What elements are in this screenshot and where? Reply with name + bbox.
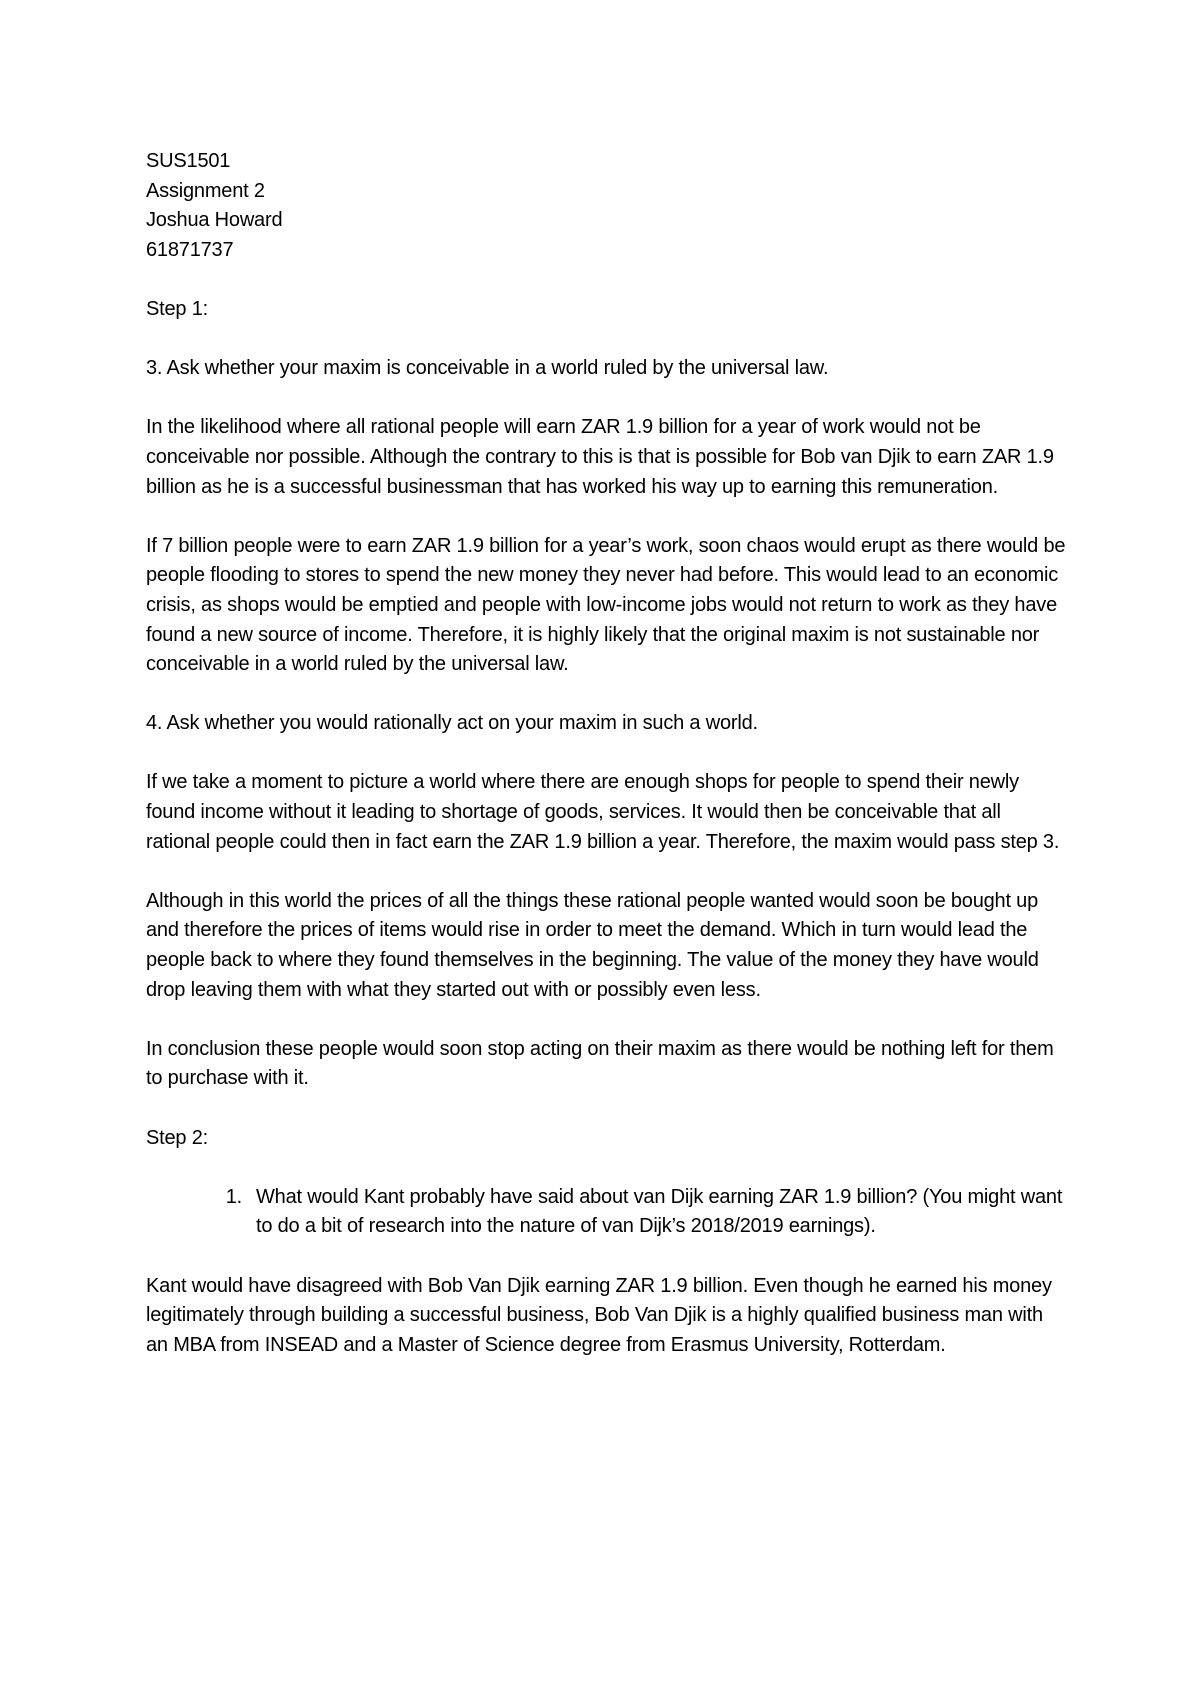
step2-heading: Step 2: xyxy=(146,1126,208,1149)
student-name: Joshua Howard xyxy=(146,209,283,232)
list-item-text: What would Kant probably have said about van Dijk earning ZAR 1.9 billion? (You might want to do a bit of research into the nature of van Dijk’s 2018/2019 earnings). xyxy=(256,1185,1063,1238)
course-code: SUS1501 xyxy=(146,150,231,172)
list-item-number: 1. xyxy=(225,1185,242,1208)
step1-paragraph-5: In conclusion these people would soon stop acting on their maxim as there would be nothing left for them to purchase with it. xyxy=(146,1037,1054,1090)
step2-question-list xyxy=(146,1183,1066,1242)
step1-heading: Step 1: xyxy=(146,297,208,320)
list-item xyxy=(146,1183,1066,1242)
assignment-title: Assignment 2 xyxy=(146,179,265,202)
document-page xyxy=(146,147,1066,1390)
step1-paragraph-3: If we take a moment to picture a world where there are enough shops for people to spend their newly found income without it leading to shortage of goods, services. It would then be conceivable that all rational people could then in fact earn the ZAR 1.9 billion a year. Therefore, the maxim would pass step 3. xyxy=(146,771,1060,853)
step1-question-4: 4. Ask whether you would rationally act on your maxim in such a world. xyxy=(146,712,758,735)
step2-paragraph-1: Kant would have disagreed with Bob Van Djik earning ZAR 1.9 billion. Even though he earned his money legitimately through building a successful business, Bob Van Djik is a highly qualified business man with an MBA from INSEAD and a Master of Science degree from Erasmus University, Rotterdam. xyxy=(146,1274,1052,1356)
document-header xyxy=(146,147,1066,265)
step1-paragraph-4: Although in this world the prices of all the things these rational people wanted would soon be bought up and therefore the prices of items would rise in order to meet the demand. Which in turn would lead the people back to where they found themselves in the beginning. The value of the money they have would drop leaving them with what they started out with or possibly even less. xyxy=(146,889,1039,1001)
step1-question-3: 3. Ask whether your maxim is conceivable in a world ruled by the universal law. xyxy=(146,357,829,380)
step1-paragraph-1: In the likelihood where all rational people will earn ZAR 1.9 billion for a year of work would not be conceivable nor possible. Although the contrary to this is that is possible for Bob van Djik to earn ZAR 1.9 billion as he is a successful businessman that has worked his way up to earning this remuneration. xyxy=(146,416,1054,498)
student-number: 61871737 xyxy=(146,238,234,261)
step1-paragraph-2: If 7 billion people were to earn ZAR 1.9 billion for a year’s work, soon chaos would erupt as there would be people flooding to stores to spend the new money they never had before. This would lead to an economic crisis, as shops would be emptied and people with low-income jobs would not return to work as they have found a new source of income. Therefore, it is highly likely that the original maxim is not sustainable nor conceivable in a world ruled by the universal law. xyxy=(146,534,1066,676)
